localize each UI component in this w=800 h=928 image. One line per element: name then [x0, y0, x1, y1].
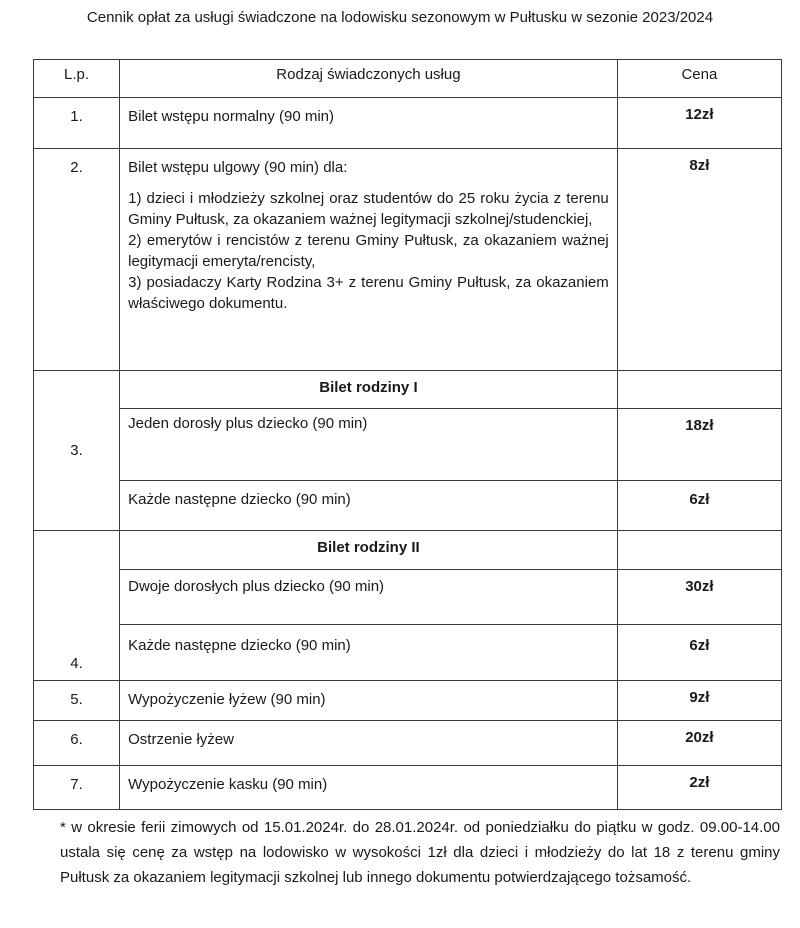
table-row [34, 149, 782, 370]
table-row [34, 370, 782, 408]
empty-cell [617, 370, 781, 408]
row-number: 5. [34, 681, 120, 721]
header-lp: L.p. [34, 60, 120, 98]
table-row [34, 481, 782, 531]
service-name: Wypożyczenie kasku (90 min) [120, 765, 618, 809]
service-name: Jeden dorosły plus dziecko (90 min) [120, 408, 618, 480]
service-price: 12zł [617, 98, 781, 149]
service-price: 6zł [617, 481, 781, 531]
section-heading: Bilet rodziny I [120, 370, 618, 408]
section-heading: Bilet rodziny II [120, 531, 618, 569]
service-name: Każde następne dziecko (90 min) [120, 481, 618, 531]
row-number: 7. [34, 765, 120, 809]
service-price: 9zł [617, 681, 781, 721]
service-price: 6zł [617, 624, 781, 680]
table-row [34, 531, 782, 569]
service-price: 2zł [617, 765, 781, 809]
header-price: Cena [617, 60, 781, 98]
row-number: 1. [34, 98, 120, 149]
table-header-row [34, 60, 782, 98]
service-price: 18zł [617, 408, 781, 480]
table-row [34, 98, 782, 149]
header-service: Rodzaj świadczonych usług [120, 60, 618, 98]
row-number: 6. [34, 721, 120, 765]
table-row [34, 765, 782, 809]
discount-group-1: 1) dzieci i młodzieży szkolnej oraz studentów do 25 roku życia z terenu Gminy Pułtusk, za okazaniem ważnej legitymacji szkolnej/studenckiej, [128, 190, 609, 229]
service-name: Ostrzenie łyżew [120, 721, 618, 765]
service-name: Bilet wstępu ulgowy (90 min) dla: 1) dzieci i młodzieży szkolnej oraz studentów do 25 roku życia z terenu Gminy Pułtusk, za okazaniem ważnej legitymacji szkolnej/studenckiej, 2) emerytów i rencistów z terenu Gminy Pułtusk, za okazaniem ważnej legitymacji emeryta/rencisty, 3) posiadaczy Karty Rodzina 3+ z terenu Gminy Pułtusk, za okazaniem właściwego dokumentu. [128, 159, 609, 313]
footnote: * w okresie ferii zimowych od 15.01.2024r. do 28.01.2024r. od poniedziałku do piątku w godz. 09.00-14.00 ustala się cenę za wstęp na lodowisko w wysokości 1zł dla dzieci i młodzieży do lat 18 z terenu gminy Pułtusk za okazaniem legitymacji szkolnej lub innego dokumentu potwierdzającego tożsamość. [60, 819, 780, 886]
row-number: 3. [34, 370, 120, 531]
document-title: Cennik opłat za usługi świadczone na lodowisku sezonowym w Pułtusku w sezonie 2023/2024 [86, 9, 714, 26]
service-name: Wypożyczenie łyżew (90 min) [120, 681, 618, 721]
service-price: 20zł [617, 721, 781, 765]
row-number: 2. [34, 149, 120, 370]
service-description [120, 149, 618, 370]
table-row [34, 624, 782, 680]
service-price: 30zł [617, 569, 781, 624]
table-row [34, 569, 782, 624]
service-price: 8zł [617, 149, 781, 370]
service-name: Każde następne dziecko (90 min) [120, 624, 618, 680]
table-row [34, 681, 782, 721]
discount-group-3: 3) posiadaczy Karty Rodzina 3+ z terenu Gminy Pułtusk, za okazaniem właściwego dokumentu. [128, 274, 609, 313]
table-row [34, 408, 782, 480]
discount-group-2: 2) emerytów i rencistów z terenu Gminy Pułtusk, za okazaniem ważnej legitymacji emeryta/rencisty, [128, 232, 609, 271]
row-number: 4. [34, 531, 120, 681]
empty-cell [617, 531, 781, 569]
price-table [33, 59, 782, 810]
service-name: Bilet wstępu normalny (90 min) [120, 98, 618, 149]
service-name: Dwoje dorosłych plus dziecko (90 min) [120, 569, 618, 624]
table-row [34, 721, 782, 765]
